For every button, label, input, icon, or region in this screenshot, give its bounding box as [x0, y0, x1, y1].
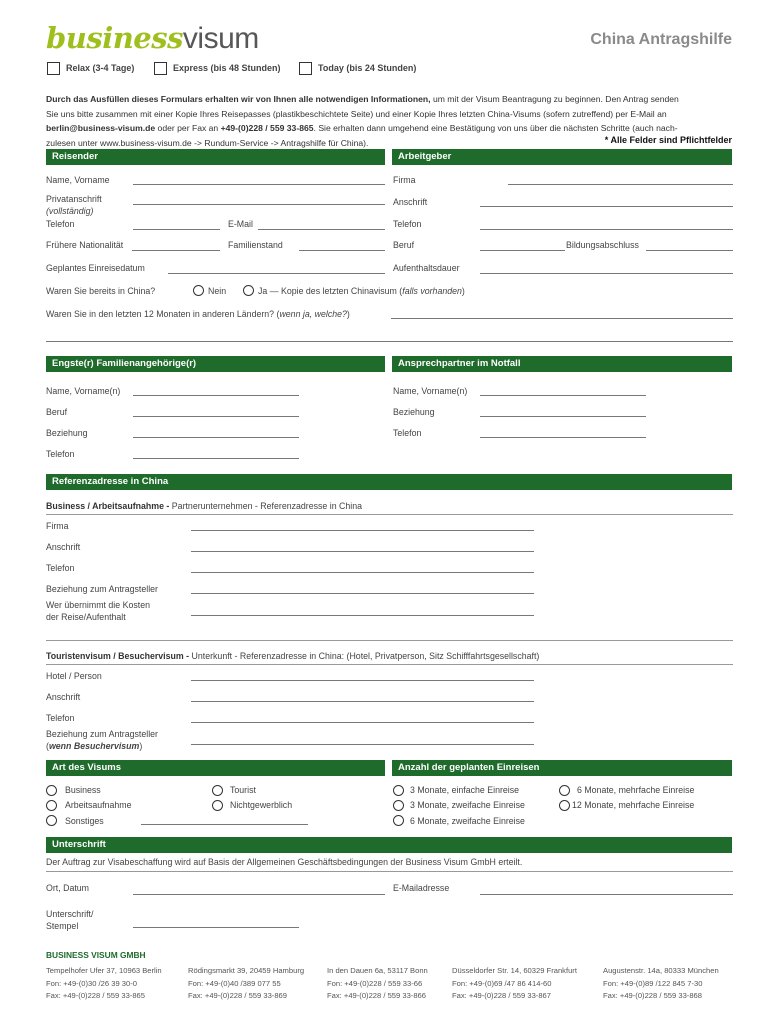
relax-checkbox[interactable]: [47, 62, 60, 75]
logo: [46, 20, 259, 57]
visa-tourist-radio[interactable]: [212, 785, 223, 796]
office-address: Augustenstr. 14a, 80333 München: [603, 966, 719, 975]
employer-job-label: Beruf: [393, 240, 415, 250]
office-phone: Fon: +49-(0)30 /26 39 30-0: [46, 978, 137, 988]
tourist-relation-field[interactable]: [191, 744, 534, 745]
relation-italic: wenn Besuchervisum: [48, 741, 140, 751]
footer-office-bonn: [327, 965, 428, 1003]
ref-phone-label: Telefon: [46, 563, 75, 573]
visa-type-heading: Art des Visums: [46, 760, 385, 776]
employer-heading: Arbeitgeber: [392, 149, 732, 165]
entry-3m-double-label: 3 Monate, zweifache Einreise: [410, 800, 525, 810]
stay-duration-label: Aufenthaltsdauer: [393, 263, 460, 273]
emergency-relation-field[interactable]: [480, 416, 646, 417]
tourist-reference-rest: Unterkunft - Referenzadresse in China: (Hotel, Privatperson, Sitz Schifffahrtsgesellschaft): [189, 651, 540, 661]
tourist-reference-subheading: [46, 651, 539, 661]
signature-label-2: Stempel: [46, 921, 79, 931]
other-countries-field-line2[interactable]: [46, 341, 733, 342]
entry-3m-single-label: 3 Monate, einfache Einreise: [410, 785, 520, 795]
payer-field[interactable]: [191, 615, 534, 616]
intro-line4: zulesen unter www.business-visum.de -> Rundum-Service -> Antragshilfe für China).: [46, 137, 369, 148]
entry-6m-multiple-radio[interactable]: [559, 785, 570, 796]
ref-address-field[interactable]: [191, 551, 534, 552]
office-address: In den Dauen 6a, 53117 Bonn: [327, 966, 428, 975]
traveler-address-field[interactable]: [133, 204, 385, 205]
visa-noncommercial-label: Nichtgewerblich: [230, 800, 293, 810]
planned-entry-label: Geplantes Einreisedatum: [46, 263, 145, 273]
signature-label-1: Unterschrift/: [46, 909, 94, 919]
footer-office-frankfurt: [452, 965, 577, 1003]
entry-6m-double-radio[interactable]: [393, 815, 404, 826]
signature-email-label: E-Mailadresse: [393, 883, 450, 893]
intro-fax: +49-(0)228 / 559 33-865: [220, 123, 314, 133]
employer-company-field[interactable]: [508, 184, 733, 185]
visa-work-radio[interactable]: [46, 800, 57, 811]
traveler-phone-field[interactable]: [133, 229, 220, 230]
relative-relation-label: Beziehung: [46, 428, 88, 438]
visa-work-label: Arbeitsaufnahme: [65, 800, 132, 810]
tourist-address-label: Anschrift: [46, 692, 81, 702]
traveler-name-label: Name, Vorname: [46, 175, 110, 185]
other-countries-suffix: ): [346, 309, 350, 319]
tourist-reference-bold: Touristenvisum / Besuchervisum -: [46, 651, 190, 661]
employer-phone-field[interactable]: [480, 229, 733, 230]
office-phone: Fon: +49-(0)40 /389 077 55: [188, 978, 281, 988]
been-to-china-yes-radio[interactable]: [243, 285, 254, 296]
visa-business-radio[interactable]: [46, 785, 57, 796]
emergency-name-field[interactable]: [480, 395, 646, 396]
employer-company-label: Firma: [393, 175, 416, 185]
relative-heading: Engste(r) Familienangehörige(r): [46, 356, 385, 372]
office-address: Rödingsmarkt 39, 20459 Hamburg: [188, 966, 305, 975]
intro-line3-mid: oder per Fax an: [155, 123, 221, 133]
tourist-phone-field[interactable]: [191, 722, 534, 723]
office-phone: Fon: +49-(0)89 /122 845 7-30: [603, 978, 703, 988]
marital-status-field[interactable]: [299, 250, 385, 251]
business-reference-bold: Business / Arbeitsaufnahme -: [46, 501, 170, 511]
other-countries-field[interactable]: [391, 318, 733, 319]
employer-job-field[interactable]: [480, 250, 565, 251]
intro-line2: Sie uns bitte zusammen mit einer Kopie Ihres Reisepasses (plastikbeschichtete Seite) und einer Kopie Ihres letzten China-Visums (sofern zutreffend) per E-Mail an: [46, 108, 667, 119]
payer-label-1: Wer übernimmt die Kosten: [46, 600, 150, 610]
office-fax: Fax: +49-(0)228 / 559 33-867: [452, 991, 551, 1000]
visa-noncommercial-radio[interactable]: [212, 800, 223, 811]
relative-job-field[interactable]: [133, 416, 299, 417]
today-checkbox[interactable]: [299, 62, 312, 75]
relative-job-label: Beruf: [46, 407, 68, 417]
ref-relation-field[interactable]: [191, 593, 534, 594]
visa-tourist-label: Tourist: [230, 785, 256, 795]
been-to-china-no-label: Nein: [208, 286, 227, 296]
traveler-address-note: (vollständig): [46, 206, 94, 216]
payer-label-2: der Reise/Aufenthalt: [46, 612, 126, 622]
footer-company: BUSINESS VISUM GMBH: [46, 950, 146, 960]
relative-relation-field[interactable]: [133, 437, 299, 438]
emergency-name-label: Name, Vorname(n): [393, 386, 468, 396]
ref-company-field[interactable]: [191, 530, 534, 531]
relative-phone-label: Telefon: [46, 449, 75, 459]
entry-3m-single-radio[interactable]: [393, 785, 404, 796]
entries-heading: Anzahl der geplanten Einreisen: [392, 760, 732, 776]
tourist-hotel-label: Hotel / Person: [46, 671, 102, 681]
ref-company-label: Firma: [46, 521, 69, 531]
traveler-email-label: E-Mail: [228, 219, 253, 229]
relation-prefix: (: [46, 741, 49, 751]
tourist-relation-label-2: [46, 741, 142, 752]
relax-label: Relax (3-4 Tage): [66, 63, 135, 73]
signature-field[interactable]: [133, 927, 299, 928]
emergency-relation-label: Beziehung: [393, 407, 435, 417]
relative-name-label: Name, Vorname(n): [46, 386, 121, 396]
footer-office-muenchen: [603, 965, 719, 1003]
office-address: Düsseldorfer Str. 14, 60329 Frankfurt: [452, 966, 577, 975]
business-reference-rest: Partnerunternehmen - Referenzadresse in China: [169, 501, 363, 511]
entry-3m-double-radio[interactable]: [393, 800, 404, 811]
office-fax: Fax: +49-(0)228 / 559 33-866: [327, 991, 426, 1000]
express-checkbox[interactable]: [154, 62, 167, 75]
employer-phone-label: Telefon: [393, 219, 422, 229]
tourist-hotel-field[interactable]: [191, 680, 534, 681]
relative-phone-field[interactable]: [133, 458, 299, 459]
visa-other-field[interactable]: [141, 824, 308, 825]
ref-relation-label: Beziehung zum Antragsteller: [46, 584, 158, 594]
office-address: Tempelhofer Ufer 37, 10963 Berlin: [46, 966, 162, 975]
entry-6m-double-label: 6 Monate, zweifache Einreise: [410, 816, 525, 826]
footer-office-berlin: [46, 965, 162, 1003]
traveler-address-label: Privatanschrift: [46, 194, 102, 204]
divider: [46, 514, 733, 515]
marital-status-label: Familienstand: [228, 240, 283, 250]
business-reference-subheading: [46, 501, 362, 511]
signature-heading: Unterschrift: [46, 837, 732, 853]
reference-heading: Referenzadresse in China: [46, 474, 732, 490]
intro-bold: Durch das Ausfüllen dieses Formulars erhalten wir von Ihnen alle notwendigen Informationen,: [46, 94, 431, 104]
entry-12m-multiple-label: 12 Monate, mehrfache Einreise: [572, 800, 695, 810]
other-countries-prefix: Waren Sie in den letzten 12 Monaten in anderen Ländern? (: [46, 309, 280, 319]
relation-suffix: ): [139, 741, 143, 751]
traveler-email-field[interactable]: [258, 229, 385, 230]
visa-other-label: Sonstiges: [65, 816, 104, 826]
employer-address-field[interactable]: [480, 206, 733, 207]
tourist-relation-label-1: Beziehung zum Antragsteller: [46, 729, 158, 739]
yes-italic: falls vorhanden: [402, 286, 462, 296]
relative-name-field[interactable]: [133, 395, 299, 396]
divider: [46, 664, 733, 665]
yes-prefix: Ja — Kopie des letzten Chinavisum (: [258, 286, 403, 296]
emergency-phone-field[interactable]: [480, 437, 646, 438]
traveler-phone-label: Telefon: [46, 219, 75, 229]
former-nationality-label: Frühere Nationalität: [46, 240, 124, 250]
been-to-china-yes-label: [258, 286, 465, 297]
intro-email: berlin@business-visum.de: [46, 123, 156, 133]
visa-other-radio[interactable]: [46, 815, 57, 826]
other-countries-label: [46, 309, 350, 320]
tourist-phone-label: Telefon: [46, 713, 75, 723]
ref-phone-field[interactable]: [191, 572, 534, 573]
logo-business-text: business: [46, 21, 183, 55]
intro-line3-rest: . Sie erhalten dann umgehend eine Bestätigung von uns über die nächsten Schritte (auch nach-: [313, 123, 678, 133]
tourist-address-field[interactable]: [191, 701, 534, 702]
logo-visum-text: visum: [182, 22, 259, 55]
divider: [46, 640, 733, 641]
been-to-china-label: Waren Sie bereits in China?: [46, 286, 156, 296]
planned-entry-field[interactable]: [168, 273, 385, 274]
employer-address-label: Anschrift: [393, 197, 428, 207]
page-title: China Antragshilfe: [590, 31, 732, 48]
signature-email-field[interactable]: [480, 894, 733, 895]
yes-suffix: ): [461, 286, 465, 296]
divider: [46, 871, 733, 872]
entry-6m-multiple-label: 6 Monate, mehrfache Einreise: [577, 785, 695, 795]
been-to-china-no-radio[interactable]: [193, 285, 204, 296]
emergency-heading: Ansprechpartner im Notfall: [392, 356, 732, 372]
place-date-field[interactable]: [133, 894, 385, 895]
traveler-heading: Reisender: [46, 149, 385, 165]
traveler-name-field[interactable]: [133, 184, 385, 185]
office-fax: Fax: +49-(0)228 / 559 33-865: [46, 991, 145, 1000]
required-note: * Alle Felder sind Pflichtfelder: [604, 135, 732, 145]
entry-12m-multiple-radio[interactable]: [559, 800, 570, 811]
visa-business-label: Business: [65, 785, 101, 795]
today-label: Today (bis 24 Stunden): [318, 63, 417, 73]
office-fax: Fax: +49-(0)228 / 559 33-868: [603, 991, 702, 1000]
employer-education-field[interactable]: [646, 250, 733, 251]
footer-office-hamburg: [188, 965, 304, 1003]
other-countries-italic: wenn ja, welche?: [279, 309, 347, 319]
ref-address-label: Anschrift: [46, 542, 81, 552]
express-label: Express (bis 48 Stunden): [173, 63, 281, 73]
intro-line1: um mit der Visum Beantragung zu beginnen. Den Antrag senden: [430, 94, 679, 104]
employer-education-label: Bildungsabschluss: [566, 240, 639, 250]
office-phone: Fon: +49-(0)69 /47 86 414-60: [452, 978, 552, 988]
former-nationality-field[interactable]: [132, 250, 220, 251]
stay-duration-field[interactable]: [480, 273, 733, 274]
place-date-label: Ort, Datum: [46, 883, 90, 893]
terms-text: Der Auftrag zur Visabeschaffung wird auf Basis der Allgemeinen Geschäftsbedingungen der Business Visum GmbH erteilt.: [46, 857, 523, 867]
office-phone: Fon: +49-(0)228 / 559 33-66: [327, 978, 423, 988]
office-fax: Fax: +49-(0)228 / 559 33-869: [188, 991, 287, 1000]
emergency-phone-label: Telefon: [393, 428, 422, 438]
